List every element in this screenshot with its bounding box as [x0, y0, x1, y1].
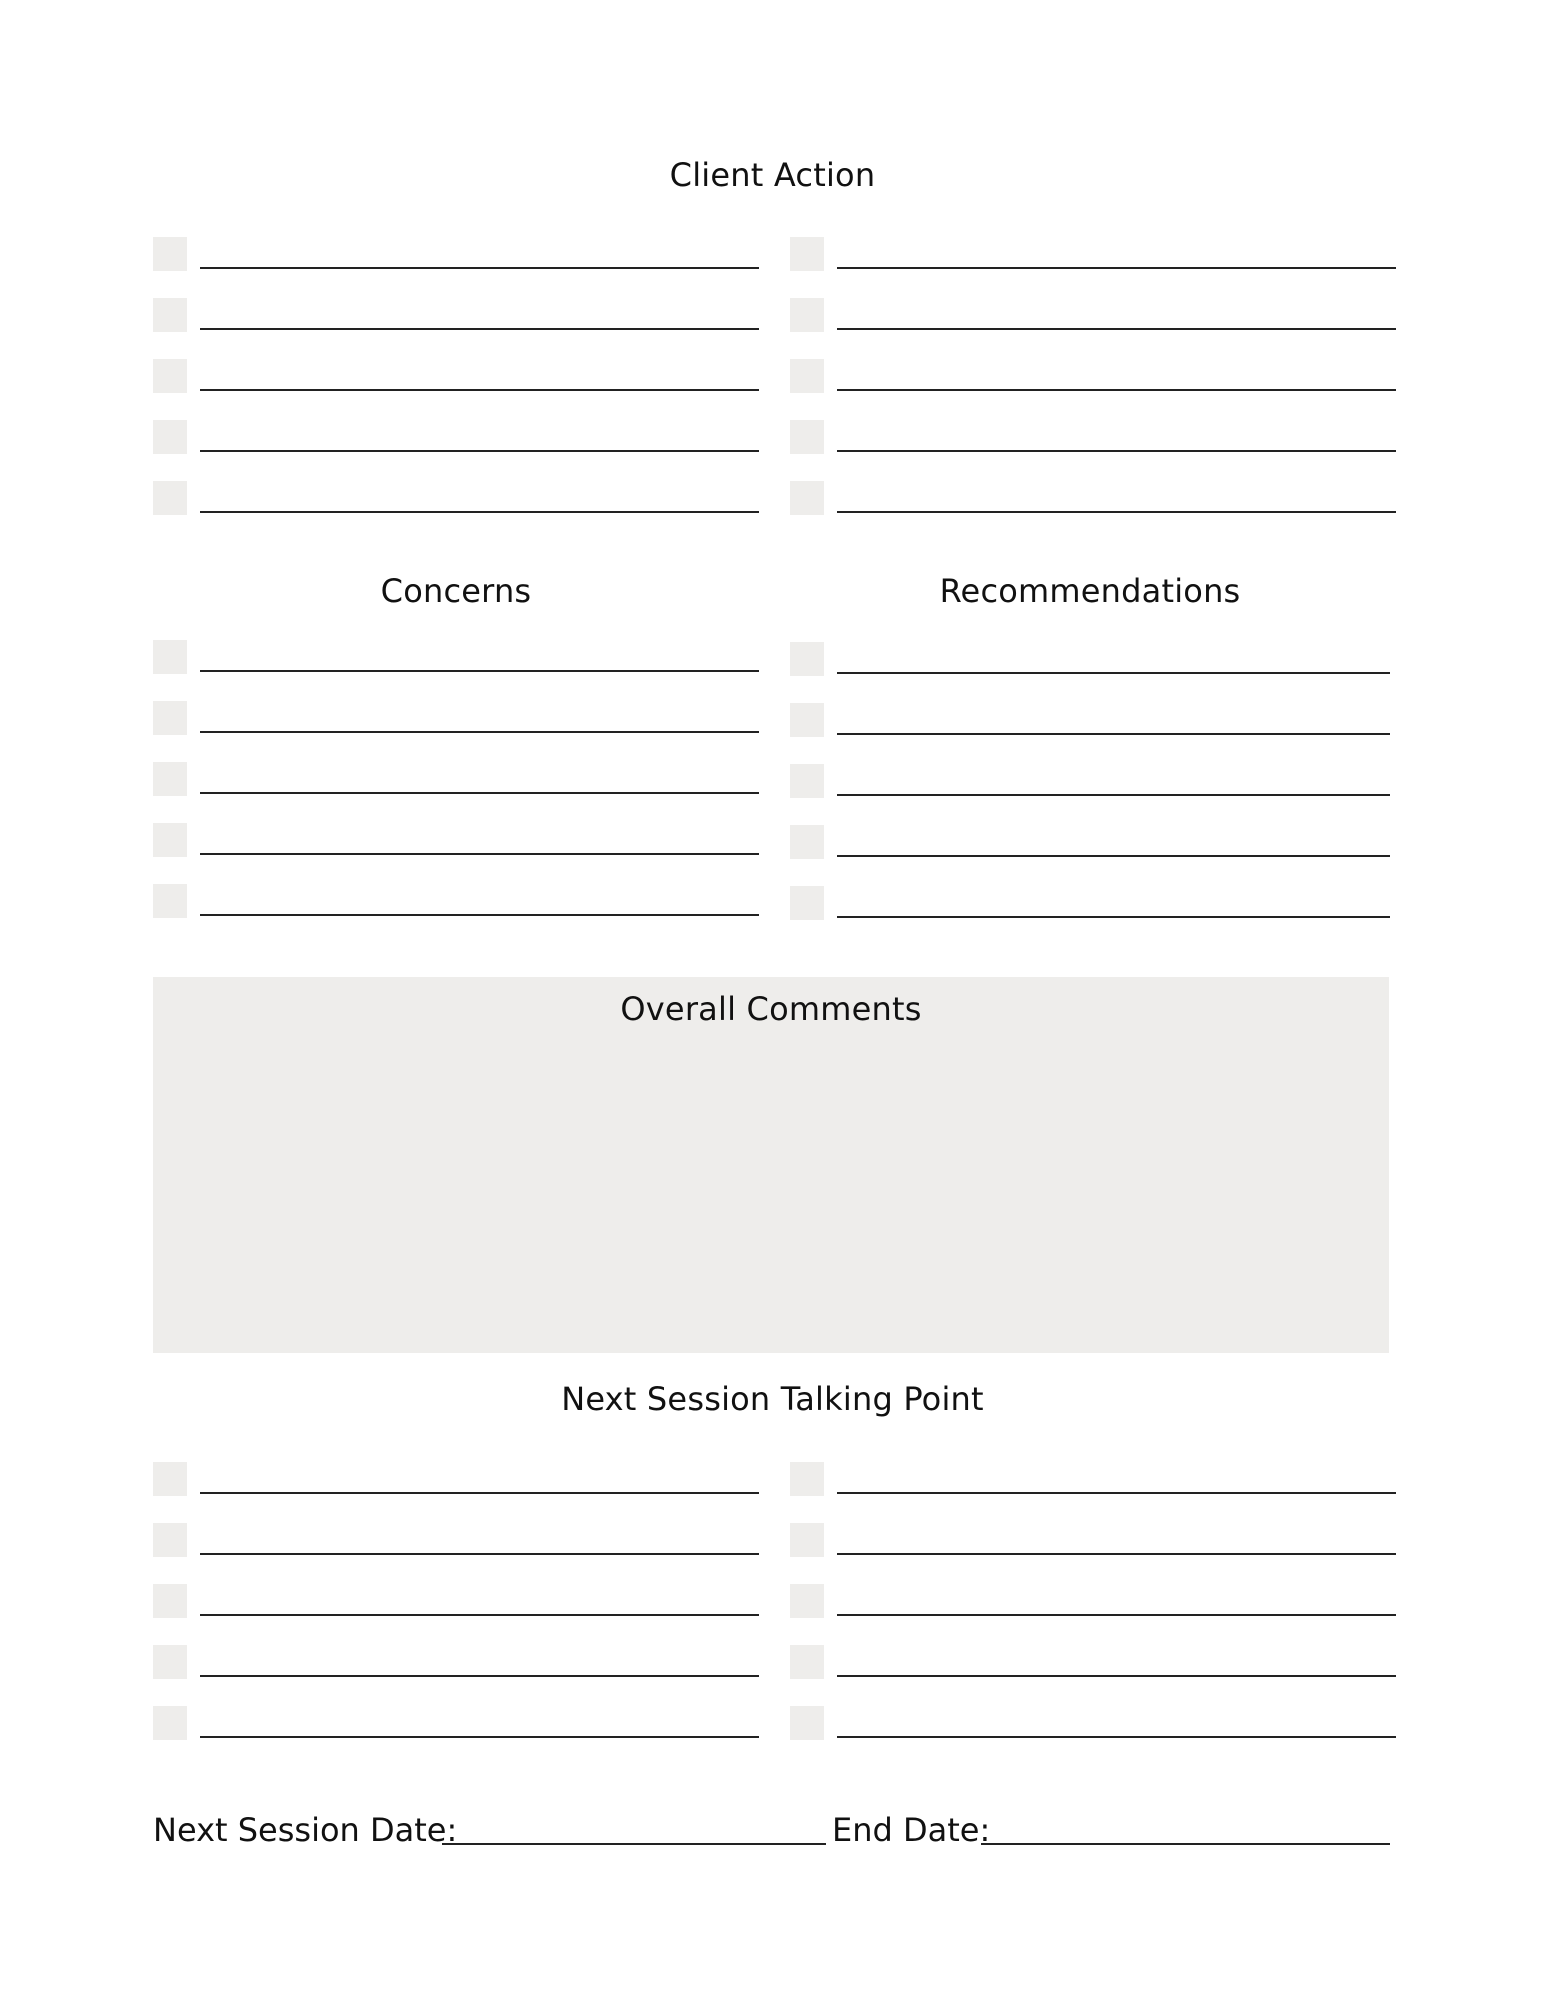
write-in-line[interactable]	[837, 1614, 1396, 1616]
end-date-field[interactable]	[981, 1843, 1390, 1845]
write-in-line[interactable]	[200, 1736, 759, 1738]
write-in-line[interactable]	[837, 450, 1396, 452]
next-session-talking-point-item	[790, 1584, 1396, 1620]
next-session-talking-point-heading: Next Session Talking Point	[561, 1380, 984, 1418]
concerns-item	[153, 762, 759, 798]
recommendations-item	[790, 886, 1390, 922]
checkbox[interactable]	[153, 481, 187, 515]
checkbox[interactable]	[153, 237, 187, 271]
write-in-line[interactable]	[837, 267, 1396, 269]
checkbox[interactable]	[153, 823, 187, 857]
checkbox[interactable]	[790, 1706, 824, 1740]
recommendations-item	[790, 642, 1390, 678]
client-action-item	[790, 359, 1396, 395]
write-in-line[interactable]	[837, 1492, 1396, 1494]
checkbox[interactable]	[790, 359, 824, 393]
write-in-line[interactable]	[837, 733, 1390, 735]
write-in-line[interactable]	[200, 731, 759, 733]
write-in-line[interactable]	[837, 1553, 1396, 1555]
client-action-item	[153, 237, 759, 273]
recommendations-heading: Recommendations	[939, 572, 1241, 610]
client-action-item	[153, 359, 759, 395]
next-session-talking-point-item	[153, 1584, 759, 1620]
write-in-line[interactable]	[200, 511, 759, 513]
next-session-talking-point-item	[153, 1706, 759, 1742]
write-in-line[interactable]	[200, 914, 759, 916]
end-date-label: End Date:	[832, 1811, 991, 1849]
concerns-heading: Concerns	[380, 572, 532, 610]
next-session-talking-point-item	[790, 1523, 1396, 1559]
next-session-talking-point-item	[153, 1645, 759, 1681]
write-in-line[interactable]	[837, 1675, 1396, 1677]
write-in-line[interactable]	[837, 855, 1390, 857]
write-in-line[interactable]	[837, 328, 1396, 330]
overall-comments-heading: Overall Comments	[620, 990, 922, 1028]
write-in-line[interactable]	[200, 267, 759, 269]
checkbox[interactable]	[153, 1523, 187, 1557]
checkbox[interactable]	[790, 420, 824, 454]
client-action-item	[790, 298, 1396, 334]
checkbox[interactable]	[790, 1645, 824, 1679]
checkbox[interactable]	[153, 1462, 187, 1496]
checkbox[interactable]	[790, 1584, 824, 1618]
write-in-line[interactable]	[200, 1675, 759, 1677]
write-in-line[interactable]	[200, 328, 759, 330]
next-session-talking-point-item	[153, 1523, 759, 1559]
checkbox[interactable]	[790, 703, 824, 737]
recommendations-item	[790, 764, 1390, 800]
checkbox[interactable]	[153, 884, 187, 918]
next-session-talking-point-item	[790, 1706, 1396, 1742]
write-in-line[interactable]	[200, 389, 759, 391]
write-in-line[interactable]	[837, 389, 1396, 391]
client-action-item	[790, 481, 1396, 517]
client-action-item	[790, 420, 1396, 456]
write-in-line[interactable]	[200, 1553, 759, 1555]
next-session-date-field[interactable]	[442, 1843, 826, 1845]
client-action-item	[153, 420, 759, 456]
concerns-item	[153, 640, 759, 676]
checkbox[interactable]	[153, 701, 187, 735]
checkbox[interactable]	[153, 359, 187, 393]
write-in-line[interactable]	[837, 672, 1390, 674]
checkbox[interactable]	[790, 237, 824, 271]
write-in-line[interactable]	[200, 1614, 759, 1616]
write-in-line[interactable]	[837, 1736, 1396, 1738]
checkbox[interactable]	[153, 762, 187, 796]
client-action-heading: Client Action	[669, 156, 876, 194]
next-session-talking-point-item	[790, 1645, 1396, 1681]
concerns-item	[153, 823, 759, 859]
checkbox[interactable]	[153, 420, 187, 454]
write-in-line[interactable]	[200, 450, 759, 452]
checkbox[interactable]	[790, 1462, 824, 1496]
checkbox[interactable]	[153, 298, 187, 332]
write-in-line[interactable]	[837, 916, 1390, 918]
checkbox[interactable]	[790, 298, 824, 332]
next-session-date-label: Next Session Date:	[153, 1811, 458, 1849]
checkbox[interactable]	[790, 1523, 824, 1557]
client-action-item	[153, 298, 759, 334]
checkbox[interactable]	[790, 886, 824, 920]
recommendations-item	[790, 825, 1390, 861]
next-session-talking-point-item	[153, 1462, 759, 1498]
checkbox[interactable]	[790, 642, 824, 676]
write-in-line[interactable]	[837, 794, 1390, 796]
client-action-item	[790, 237, 1396, 273]
checkbox[interactable]	[153, 640, 187, 674]
overall-comments-box[interactable]	[153, 977, 1389, 1353]
checkbox[interactable]	[790, 481, 824, 515]
write-in-line[interactable]	[200, 1492, 759, 1494]
checkbox[interactable]	[790, 825, 824, 859]
checkbox[interactable]	[153, 1584, 187, 1618]
checkbox[interactable]	[153, 1645, 187, 1679]
checkbox[interactable]	[153, 1706, 187, 1740]
concerns-item	[153, 884, 759, 920]
concerns-item	[153, 701, 759, 737]
write-in-line[interactable]	[200, 792, 759, 794]
next-session-talking-point-item	[790, 1462, 1396, 1498]
write-in-line[interactable]	[837, 511, 1396, 513]
write-in-line[interactable]	[200, 670, 759, 672]
checkbox[interactable]	[790, 764, 824, 798]
write-in-line[interactable]	[200, 853, 759, 855]
client-action-item	[153, 481, 759, 517]
recommendations-item	[790, 703, 1390, 739]
